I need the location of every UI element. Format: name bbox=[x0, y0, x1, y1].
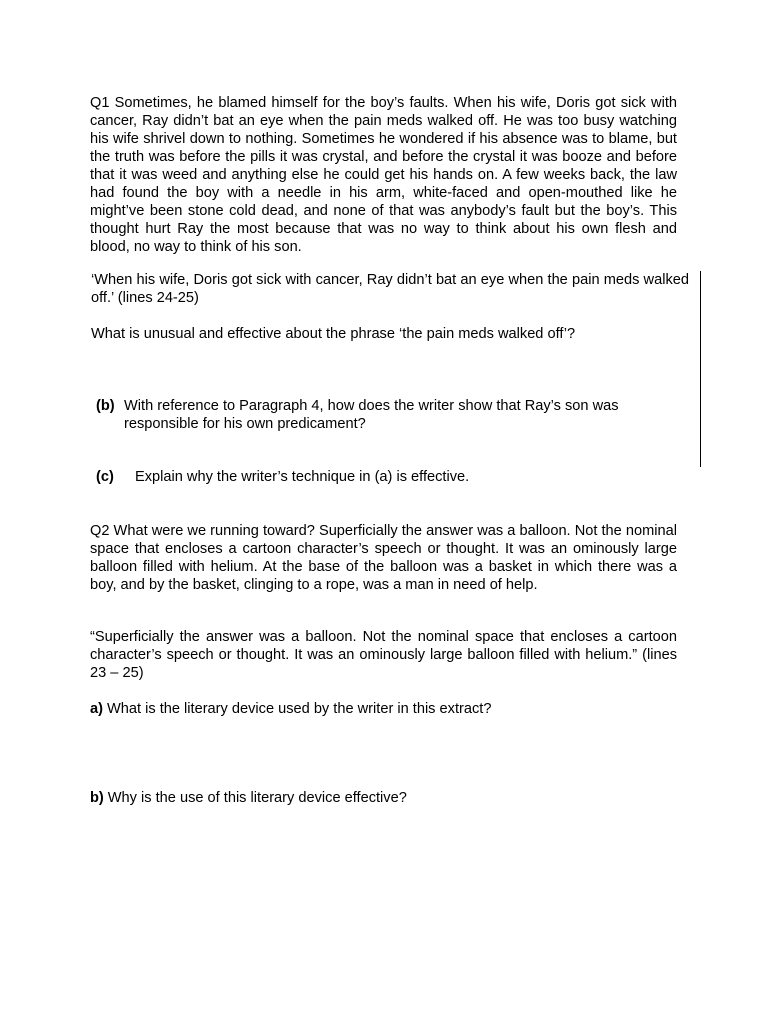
q2-part-a bbox=[90, 700, 677, 718]
q1-passage: Q1 Sometimes, he blamed himself for the boy’s faults. When his wife, Doris got sick with cancer, Ray didn’t bat an eye when the pain meds walked off. He was too busy watching his wife shrivel down to nothing. Sometimes he wondered if his absence was to blame, but the truth was before the pills it was crystal, and before the crystal it was booze and before that it was weed and anything else he could get his hands on. A few weeks back, the law had found the boy with a needle in his arm, white-faced and open-mouthed like he might’ve been stone cold dead, and none of that was anybody’s fault but the boy’s. This thought hurt Ray the most because that was no way to think about his own flesh and blood, no way to think of his son. bbox=[90, 95, 677, 255]
q2-part-b-text: Why is the use of this literary device effective? bbox=[107, 790, 407, 806]
q2-part-a-text: What is the literary device used by the writer in this extract? bbox=[106, 701, 492, 717]
margin-rule bbox=[700, 271, 701, 467]
q1-part-b bbox=[96, 397, 656, 433]
q1-quote: ‘When his wife, Doris got sick with cancer, Ray didn’t bat an eye when the pain meds walked off.’ (lines 24-25) bbox=[91, 272, 689, 306]
q2-part-b bbox=[90, 789, 677, 807]
q1-part-b-marker: (b) bbox=[96, 398, 115, 414]
q2-passage: Q2 What were we running toward? Superficially the answer was a balloon. Not the nominal space that encloses a cartoon character’s speech or thought. It was an ominously large balloon filled with helium. At the base of the balloon was a basket in which there was a boy, and by the basket, clinging to a rope, was a man in need of help. bbox=[90, 523, 677, 593]
q2-part-a-marker: a) bbox=[90, 701, 103, 717]
q1-question-a: What is unusual and effective about the phrase ‘the pain meds walked off’? bbox=[91, 326, 576, 342]
q2-part-b-marker: b) bbox=[90, 790, 104, 806]
q2-quote: “Superficially the answer was a balloon. Not the nominal space that encloses a cartoon character’s speech or thought. It was an ominously large balloon filled with helium.” (lines 23 – 25) bbox=[90, 629, 677, 681]
q1-part-c-text: Explain why the writer’s technique in (a) is effective. bbox=[135, 469, 470, 485]
q1-part-b-text: With reference to Paragraph 4, how does the writer show that Ray’s son was responsible for his own predicament? bbox=[124, 398, 619, 432]
q1-part-c bbox=[96, 468, 656, 486]
q1-part-c-marker: (c) bbox=[96, 469, 114, 485]
